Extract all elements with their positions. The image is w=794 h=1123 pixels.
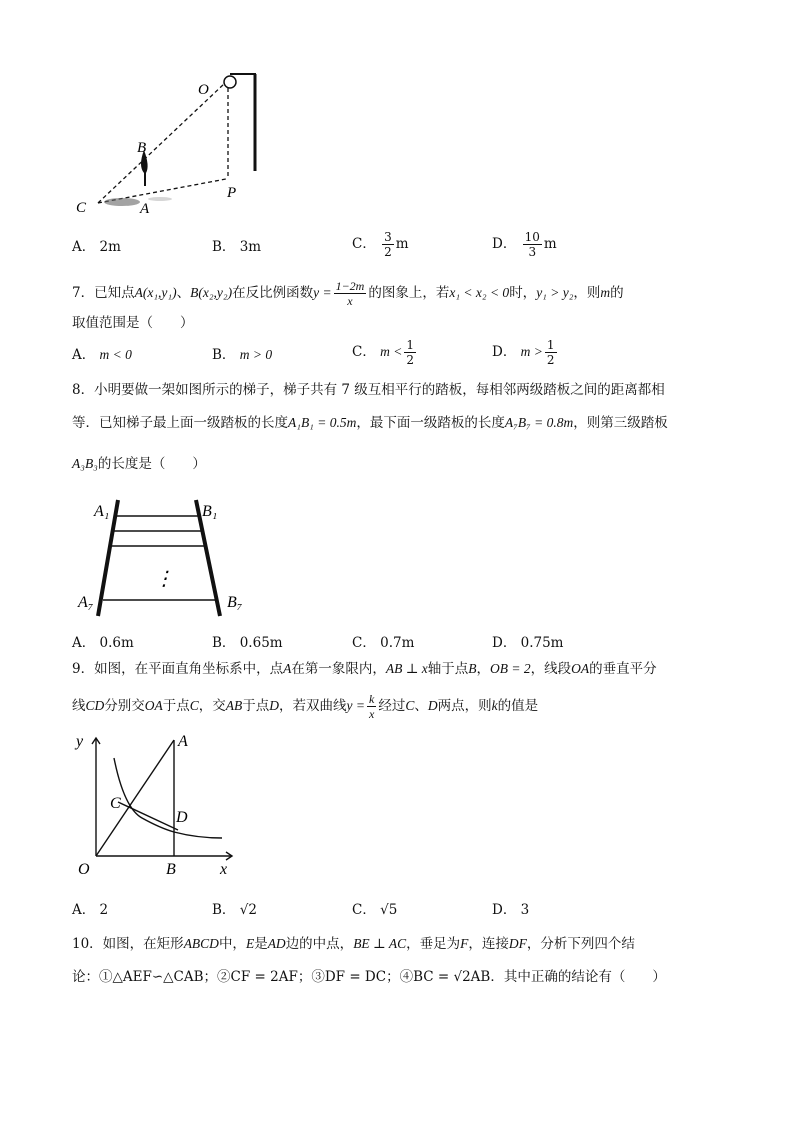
label-a1: A₁	[94, 503, 110, 520]
q10-stem-line2: 论：①△AEF∽△CAB；②CF = 2AF；③DF = DC；④BC = √2AB．其中正确的结论有（ ）	[72, 969, 666, 985]
q7-stem-line1: 7．已知点A(x₁,y₁)、B(x₂,y₂)在反比例函数y = $\frac{1-2m}{x}$ 的图象上，若x₁ < x₂ < 0时，y₁ > y₂，则m的	[72, 279, 624, 308]
label-p: P	[227, 185, 237, 201]
q8-stem-line2: 等．已知梯子最上面一级踏板的长度A₁B₁ = 0.5m，最下面一级踏板的长度A₇B₇ = 0.8m，则第三级踏板	[72, 415, 668, 431]
q8-option-d[interactable]: D． 0.75m	[492, 635, 564, 651]
label-o: O	[78, 861, 90, 878]
q6-option-a[interactable]: A． 2m	[72, 239, 121, 255]
label-c: C	[110, 795, 121, 812]
label-x: x	[220, 861, 228, 878]
q7-option-d[interactable]: D． m > $\frac{1}{2}$	[492, 338, 555, 367]
lamp	[224, 76, 236, 88]
shadow	[104, 198, 140, 206]
q7-option-a[interactable]: A． m < 0	[72, 347, 132, 363]
segment-oa	[96, 740, 174, 856]
q8-option-b[interactable]: B． 0.65m	[212, 635, 283, 651]
q6-figure	[70, 66, 270, 218]
q6-option-b[interactable]: B． 3m	[212, 239, 262, 255]
label-y: y	[76, 733, 84, 750]
q8-option-a[interactable]: A． 0.6m	[72, 635, 134, 651]
q9-option-a[interactable]: A． 2	[72, 902, 109, 918]
label-b7: B₇	[227, 594, 243, 611]
line-co	[98, 83, 225, 203]
q9-option-d[interactable]: D． 3	[492, 902, 530, 918]
label-a: A	[178, 733, 188, 750]
q10-stem-line1: 10．如图，在矩形ABCD中，E是AD边的中点，BE ⊥ AC，垂足为F，连接DF，分析下列四个结	[72, 936, 635, 952]
q9-figure	[72, 728, 242, 880]
q8-option-c[interactable]: C． 0.7m	[352, 635, 415, 651]
label-c: C	[76, 200, 87, 216]
q6-option-d[interactable]: D． $\frac{10}{3}$ m	[492, 230, 557, 259]
q6-option-c[interactable]: C． $\frac{3}{2}$ m	[352, 230, 409, 259]
label-b: B	[137, 140, 147, 156]
q7-option-c[interactable]: C． m < $\frac{1}{2}$	[352, 338, 415, 367]
q7-option-b[interactable]: B． m > 0	[212, 347, 273, 363]
q9-option-b[interactable]: B． √2	[212, 902, 257, 918]
label-o: O	[198, 82, 209, 98]
label-b: B	[166, 861, 176, 878]
label-a7: A₇	[78, 594, 94, 611]
q9-option-c[interactable]: C． √5	[352, 902, 398, 918]
label-d: D	[176, 809, 188, 826]
segment-cd	[118, 802, 178, 830]
q8-stem-line1: 8．小明要做一架如图所示的梯子，梯子共有 7 级互相平行的踏板，每相邻两级踏板之间的距离都相	[72, 382, 665, 398]
q8-stem-line3: A₃B₃的长度是（ ）	[72, 456, 206, 472]
q7-stem-line2: 取值范围是（ ）	[72, 315, 194, 331]
label-b1: B₁	[202, 503, 218, 520]
q8-ladder-figure	[74, 494, 264, 624]
q9-stem-line2: 线CD分别交OA于点C，交AB于点D，若双曲线y = $\frac{k}{x}$ 经过C、D两点，则k的值是	[72, 692, 539, 721]
label-a: A	[140, 201, 150, 217]
q9-stem-line1: 9．如图，在平面直角坐标系中，点A在第一象限内，AB ⊥ x轴于点B，OB = 2，线段OA的垂直平分	[72, 661, 657, 677]
ladder-dots: ⋮	[154, 568, 174, 590]
